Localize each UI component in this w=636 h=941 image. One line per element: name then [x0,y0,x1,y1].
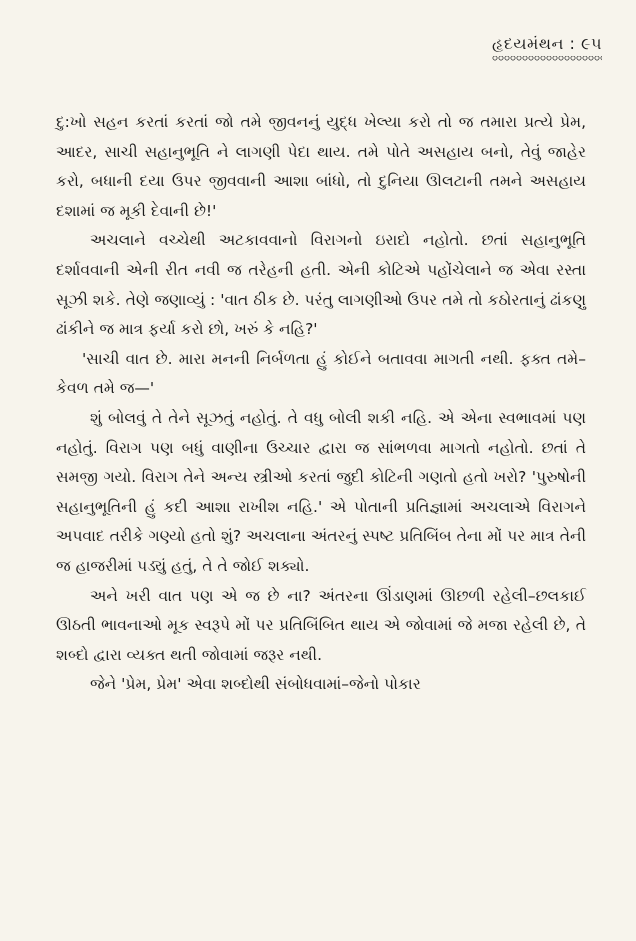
paragraph-2: અચલાને વચ્ચેથી અટકાવવાનો વિરાગનો ઇરાદો નહોતો. છતાં સહાનુભૂતિ દર્શાવવાની એની રીત નવી જ તરેહની હતી. એની કોટિએ પહોંચેલાને જ એવા રસ્તા સૂઝી શકે. તેણે જણાવ્યું : 'વાત ઠીક છે. પરંતુ લાગણીઓ ઉપર તમે તો કઠોરતાનું ઢાંકણુ ઢાંકીને જ માત્ર ફર્યા કરો છો, ખરું કે નહિ?' [56,231,586,339]
paragraph-5: અને ખરી વાત પણ એ જ છે ના? અંતરના ઊંડાણમાં ઊછળી રહેલી–છલકાઈ ઊઠતી ભાવનાઓ મૂક સ્વરૂપે મોં પર પ્રતિબિંબિત થાય એ જોવામાં જે મજા રહેલી છે, તે શબ્દો દ્વારા વ્યક્ત થતી જોવામાં જરૂર નથી. [56,586,586,664]
running-head [492,34,602,54]
body-text [56,108,586,700]
paragraph-3: 'સાચી વાત છે. મારા મનની નિર્બળતા હું કોઈને બતાવવા માગતી નથી. ફક્ત તમે–કેવળ તમે જ—' [56,349,586,398]
running-head-text: હૃદયમંથન : ૯૫ [492,34,602,53]
paragraph-4: શું બોલવું તે તેને સૂઝતું નહોતું. તે વધુ બોલી શકી નહિ. એ એના સ્વભાવમાં પણ નહોતું. વિરાગ પણ બધું વાણીના ઉચ્ચાર દ્વારા જ સાંભળવા માગતો નહોતો. છતાં તે સમજી ગયો. વિરાગ તેને અન્ય સ્ત્રીઓ કરતાં જુદી કોટિની ગણતો હતો ખરો? 'પુરુષોની સહાનુભૂતિની હું કદી આશા રાખીશ નહિ.' એ પોતાની પ્રતિજ્ઞામાં અચલાએ વિરાગને અપવાદ તરીકે ગણ્યો હતો શું? અચલાના અંતરનું સ્પષ્ટ પ્રતિબિંબ તેના મોં પર માત્ર તેની જ હાજરીમાં પડ્યું હતું, તે તે જોઈ શક્યો. [56,408,586,575]
paragraph-6: જેને 'પ્રેમ, પ્રેમ' એવા શબ્દોથી સંબોધવામાં–જેનો પોકાર [90,675,421,694]
running-head-ornament [492,56,602,61]
paragraph-1: દુ:ખો સહન કરતાં કરતાં જો તમે જીવનનું યુદ્ધ ખેલ્યા કરો તો જ તમારા પ્રત્યે પ્રેમ, આદર, સાચી સહાનુભૂતિ ને લાગણી પેદા થાય. તમે પોતે અસહાય બનો, તેવું જાહેર કરો, બધાની દયા ઉપર જીવવાની આશા બાંધો, તો દુનિયા ઊલટાની તમને અસહાય દશામાં જ મૂકી દેવાની છે!' [56,113,586,220]
